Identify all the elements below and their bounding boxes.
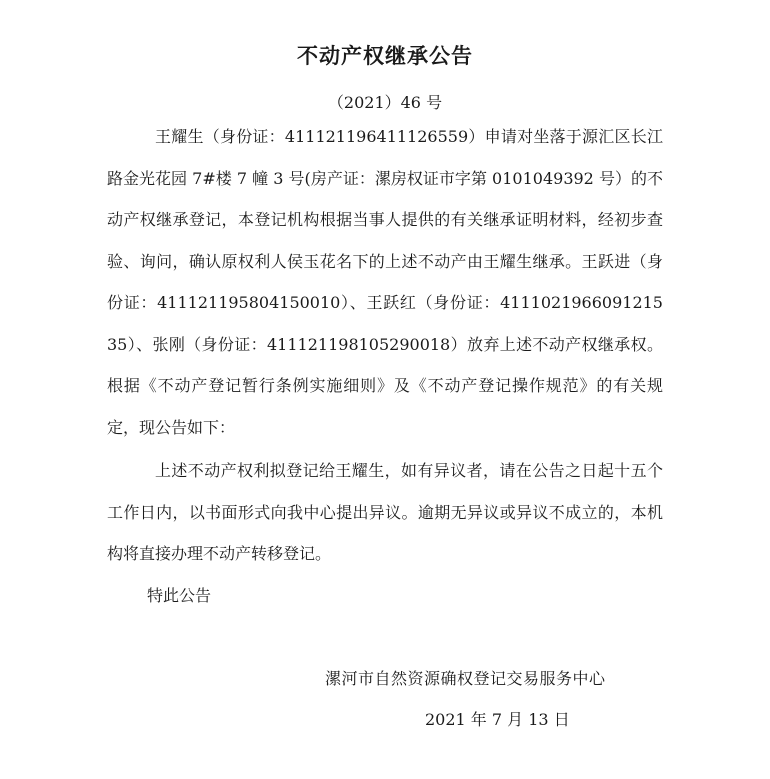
issue-date: 2021 年 7 月 13 日 [425,710,570,729]
notice-title: 不动产权继承公告 [297,44,473,68]
issuer-signature: 漯河市自然资源确权登记交易服务中心 [325,669,606,688]
document-number: （2021）46 号 [327,93,443,112]
closing-phrase: 特此公告 [147,586,212,605]
notice-paragraph-2: 上述不动产权利拟登记给王耀生，如有异议者，请在公告之日起十五个工作日内，以书面形式向我中心提出异议。逾期无异议或异议不成立的，本机构将直接办理不动产转移登记。 [107,461,663,563]
notice-paragraph-1: 王耀生（身份证：411121196411126559）申请对坐落于源汇区长江路金光花园 7#楼 7 幢 3 号(房产证：漯房权证市字第 0101049392 号）的不动产权继承登记，本登记机构根据当事人提供的有关继承证明材料，经初步查验、询问，确认原权利人侯玉花名下的上述不动产由王耀生继承。王跃进（身份证：411121195804150010）、王跃红（身份证：411102196609121535）、张刚（身份证：411121198105290018）放弃上述不动产权继承权。根据《不动产登记暂行条例实施细则》及《不动产登记操作规范》的有关规定，现公告如下： [107,127,663,437]
